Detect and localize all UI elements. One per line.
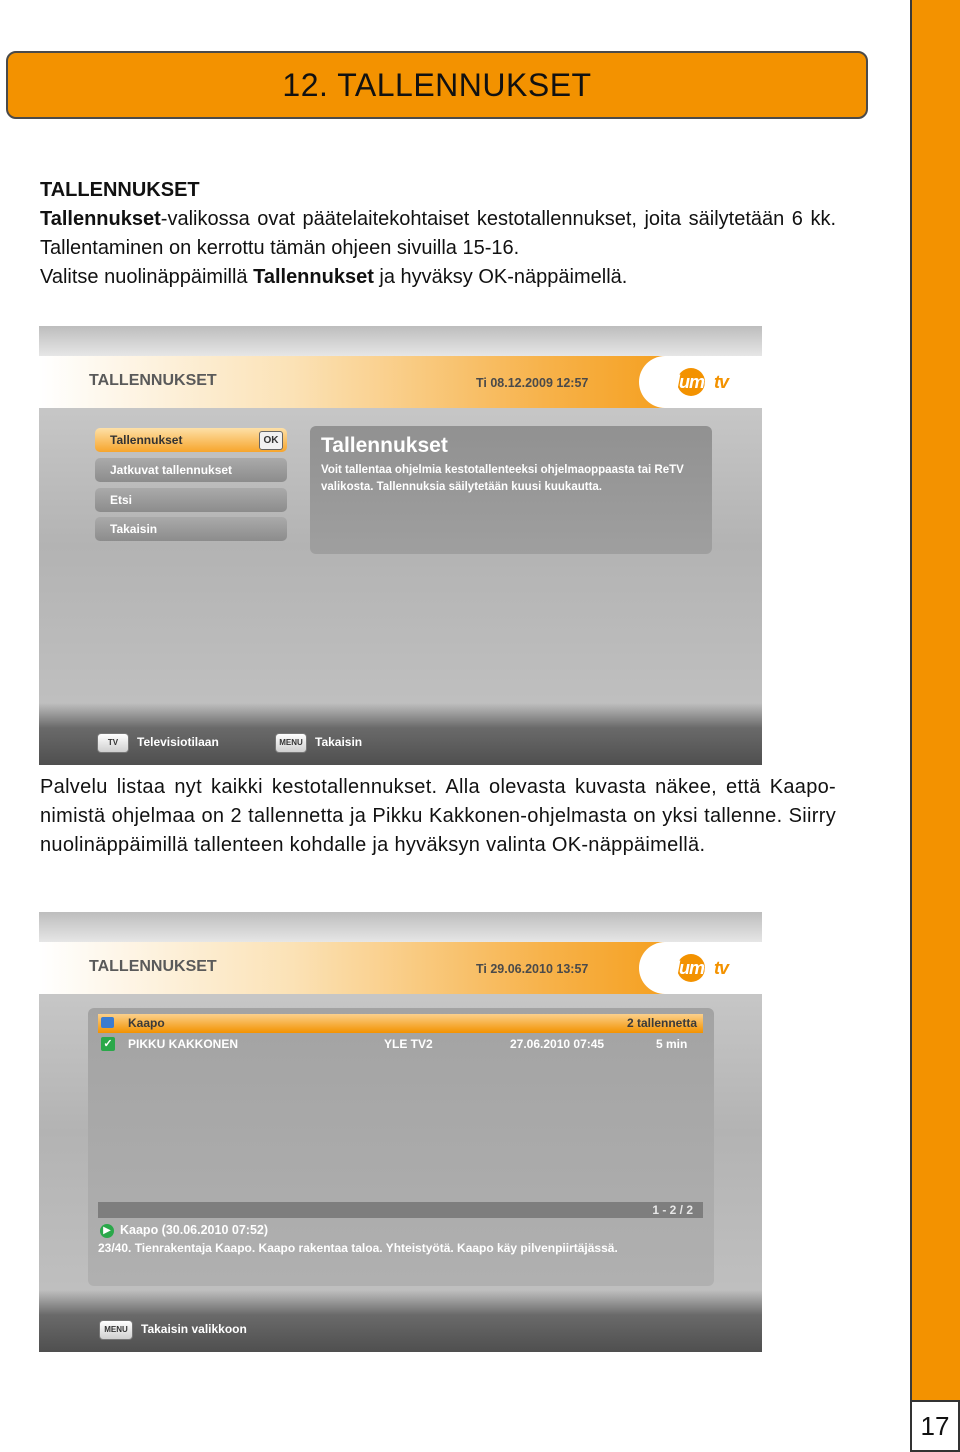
tv-header-title: TALLENNUKSET [89,958,217,975]
tv-screenshot-recordings-list [39,912,762,1352]
pagination-bar [98,1202,703,1218]
tv-top-strip [39,912,762,942]
page-indicator: 1 - 2 / 2 [652,1203,693,1217]
info-body: Voit tallentaa ohjelmia kestotallenteeksi ohjelmaoppaasta tai ReTV valikosta. Tallennuksia säilytetään kuusi kuukautta. [321,464,684,493]
footer-label-takaisin-valikkoon: Takaisin valikkoon [141,1322,247,1336]
logo-text [675,958,728,979]
chapter-title: 12. TALLENNUKSET [282,66,592,103]
recording-name: Kaapo [128,1016,165,1030]
recording-channel: YLE TV2 [384,1037,433,1051]
recording-date: 27.06.2010 07:45 [510,1037,605,1051]
recording-duration: 5 min [656,1037,688,1051]
chapter-banner [6,51,868,119]
menu-item-label: Tallennukset [110,433,183,447]
tv-datetime: Ti 08.12.2009 12:57 [476,376,589,390]
recordings-panel [88,1008,714,1286]
menu-item-takaisin[interactable] [95,517,287,541]
logo-text-2: tv [714,372,729,392]
tv-top-strip [39,326,762,356]
recording-row-pikku-kakkonen[interactable] [98,1035,703,1054]
recording-row-kaapo[interactable] [98,1014,703,1033]
tv-header [39,356,762,408]
menu-item-jatkuvat-tallennukset[interactable] [95,458,287,482]
intro-paragraph [40,205,836,263]
menu-key-icon[interactable]: MENU [99,1320,133,1340]
menu-item-tallennukset[interactable] [95,428,287,452]
page-number [910,1400,960,1452]
recording-count: 2 tallennetta [626,1016,697,1030]
info-panel [310,426,712,554]
logo-text-2: tv [714,958,729,978]
recording-name: PIKKU KAKKONEN [128,1037,239,1051]
tv-footer [39,1290,762,1352]
logo-text-1: lumo [675,958,714,978]
detail-description: 23/40. Tienrakentaja Kaapo. Kaapo rakentaa taloa. Yhteistyötä. Kaapo käy pilvenpiirtäjässä. [98,1241,618,1255]
side-accent-bar [910,0,960,1452]
menu-item-label: Etsi [110,493,133,507]
intro-instruction [40,263,836,292]
instruction-post: ja hyväksy OK-näppäimellä. [373,266,628,288]
detail-title: Kaapo (30.06.2010 07:52) [120,1223,269,1237]
lumotv-logo [639,356,762,408]
lumotv-logo [639,942,762,994]
tv-screenshot-recordings-menu [39,326,762,765]
intro-text [40,176,836,292]
section-heading: TALLENNUKSET [40,179,200,201]
body-paragraph: Palvelu listaa nyt kaikki kestotallennukset. Alla olevasta kuvasta näkee, että Kaapo-nimistä ohjelmaa on 2 tallennetta ja Pikku Kakkonen-ohjelmasta on yksi tallenne. Siirry nuolinäppäimillä tallenteen kohdalle ja hyväksyn valinta OK-näppäimellä. [40,776,836,856]
instruction-bold: Tallennukset [253,266,374,288]
tv-key-icon[interactable]: TV [97,733,129,753]
ok-key-icon: OK [259,431,283,450]
info-title: Tallennukset [321,434,448,457]
intro-line1-rest: -valikossa ovat päätelaitekohtaiset kestotallennukset, joita säilytetään 6 kk. Tallentaminen on kerrottu tämän ohjeen sivuilla 15-16. [40,208,836,259]
check-icon: ✓ [101,1037,115,1051]
page-number-text: 17 [920,1410,950,1441]
footer-label-televisiotilaan: Televisiotilaan [137,735,219,749]
intro-bold-term: Tallennukset [40,208,161,230]
footer-label-takaisin: Takaisin [315,735,363,749]
tv-datetime: Ti 29.06.2010 13:57 [476,962,589,976]
menu-key-icon[interactable]: MENU [275,733,307,753]
tv-header [39,942,762,994]
tv-header-title: TALLENNUKSET [89,372,217,389]
menu-item-etsi[interactable] [95,488,287,512]
logo-text [675,372,728,393]
folder-icon [101,1017,114,1028]
menu-item-label: Takaisin [110,522,158,536]
play-icon: ▶ [100,1224,114,1238]
tv-footer [39,703,762,765]
menu-item-label: Jatkuvat tallennukset [110,463,233,477]
instruction-pre: Valitse nuolinäppäimillä [40,266,254,288]
logo-text-1: lumo [675,372,714,392]
